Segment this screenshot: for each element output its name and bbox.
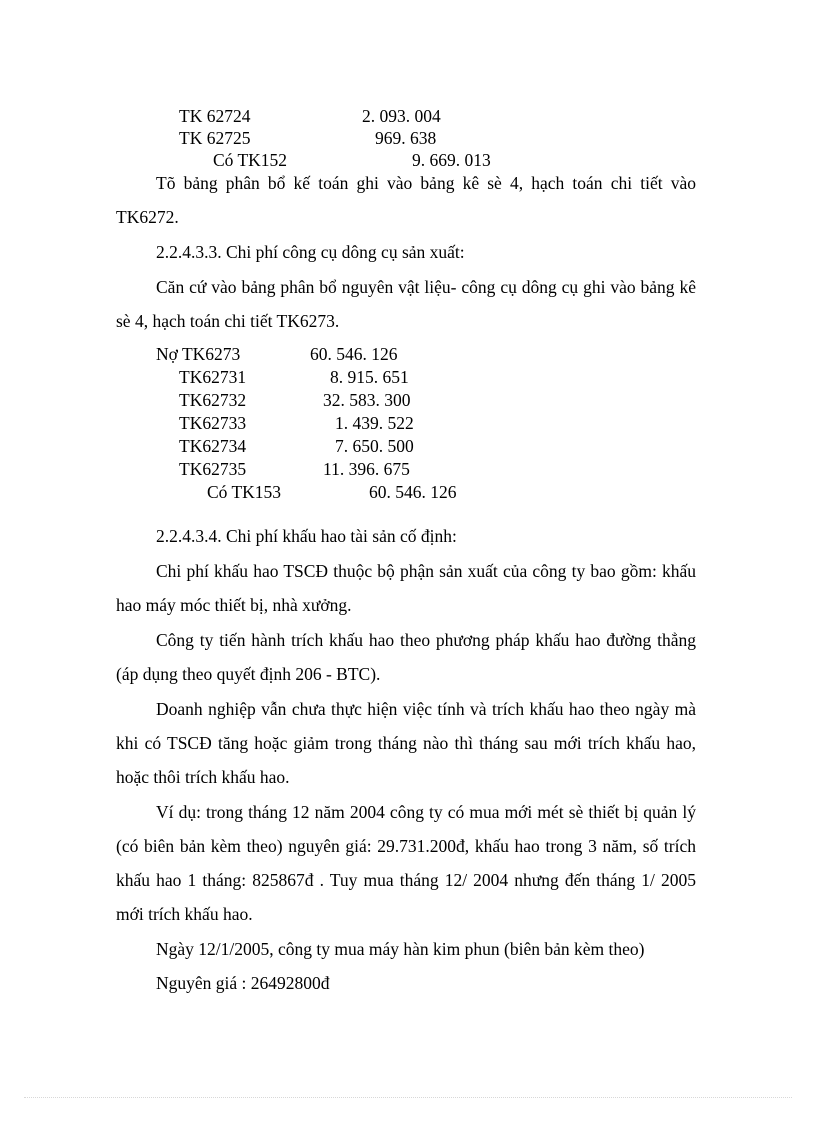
entry-row xyxy=(0,388,816,412)
entry-amount: 1. 439. 522 xyxy=(335,413,414,433)
entry-row xyxy=(0,104,816,128)
section-heading: 2.2.4.3.3. Chi phí công cụ dông cụ sản xuất: xyxy=(156,242,465,262)
entry-row xyxy=(0,480,816,504)
paragraph: Doanh nghiệp vẫn chưa thực hiện việc tính và trích khấu hao theo ngày mà khi có TSCĐ tăng hoặc giảm trong tháng nào thì tháng sau mới trích khấu hao, hoặc thôi trích khấu hao. xyxy=(116,699,696,787)
entry-account: TK62734 xyxy=(179,436,247,456)
paragraph: Căn cứ vào bảng phân bổ nguyên vật liệu- công cụ dông cụ ghi vào bảng kê sè 4, hạch toán chi tiết TK6273. xyxy=(116,277,696,331)
text-line: Nguyên giá : 26492800đ xyxy=(156,973,330,993)
entry-account: Nợ TK6273 xyxy=(156,344,241,364)
entry-row xyxy=(0,434,816,458)
entry-amount: 8. 915. 651 xyxy=(330,367,409,387)
entry-row xyxy=(0,126,816,150)
entry-amount: 7. 650. 500 xyxy=(335,436,414,456)
paragraph: Chi phí khấu hao TSCĐ thuộc bộ phận sản xuất của công ty bao gồm: khấu hao máy móc thiết bị, nhà xưởng. xyxy=(116,561,696,615)
entry-account: TK62733 xyxy=(179,413,247,433)
entry-account: Có TK153 xyxy=(207,482,282,502)
entry-amount: 9. 669. 013 xyxy=(412,150,491,170)
paragraph: Tõ bảng phân bổ kế toán ghi vào bảng kê sè 4, hạch toán chi tiết vào TK6272. xyxy=(116,173,696,227)
paragraph: Công ty tiến hành trích khấu hao theo phương pháp khấu hao đường thẳng (áp dụng theo quyết định 206 - BTC). xyxy=(116,630,696,684)
entry-amount: 969. 638 xyxy=(375,128,437,148)
entry-account: TK 62724 xyxy=(179,106,251,126)
entry-account: TK 62725 xyxy=(179,128,251,148)
entry-amount: 11. 396. 675 xyxy=(323,459,410,479)
entry-account: Có TK152 xyxy=(213,150,288,170)
entry-account: TK62735 xyxy=(179,459,247,479)
text-line: Ngày 12/1/2005, công ty mua máy hàn kim phun (biên bản kèm theo) xyxy=(156,939,645,959)
entry-amount: 60. 546. 126 xyxy=(369,482,457,502)
paragraph: Ví dụ: trong tháng 12 năm 2004 công ty có mua mới mét sè thiết bị quản lý (có biên bản kèm theo) nguyên giá: 29.731.200đ, khấu hao trong 3 năm, số trích khấu hao 1 tháng: 825867đ . Tuy mua tháng 12/ 2004 nhưng đến tháng 1/ 2005 mới trích khấu hao. xyxy=(116,802,696,924)
entry-row xyxy=(0,342,816,366)
entry-row xyxy=(0,411,816,435)
entry-row xyxy=(0,365,816,389)
section-heading: 2.2.4.3.4. Chi phí khấu hao tài sản cố định: xyxy=(156,526,457,546)
entry-row xyxy=(0,457,816,481)
entry-account: TK62732 xyxy=(179,390,247,410)
footer-divider xyxy=(24,1097,792,1098)
entry-amount: 32. 583. 300 xyxy=(323,390,411,410)
entry-account: TK62731 xyxy=(179,367,247,387)
entry-amount: 2. 093. 004 xyxy=(362,106,441,126)
entry-amount: 60. 546. 126 xyxy=(310,344,398,364)
